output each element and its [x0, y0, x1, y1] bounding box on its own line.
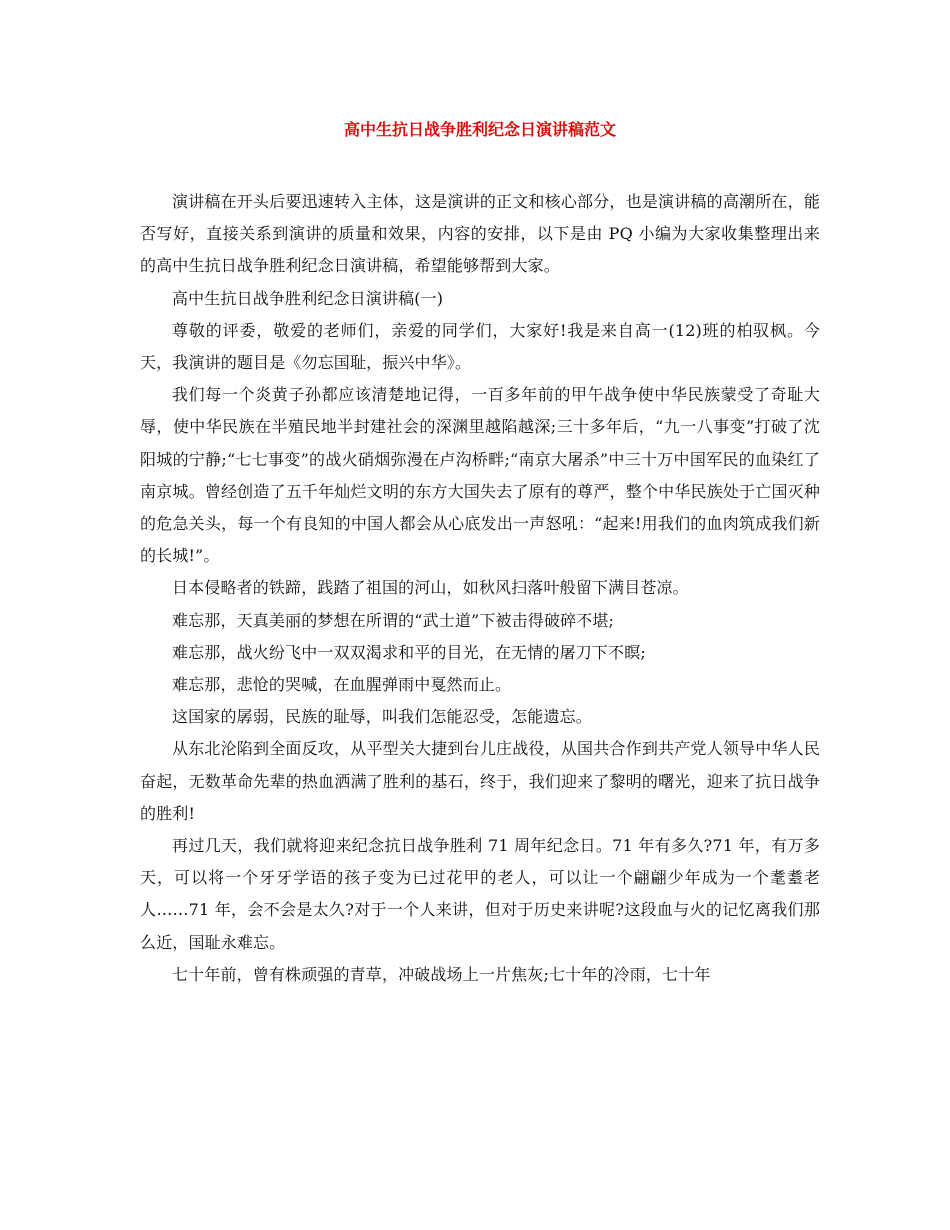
paragraph-victory: 从东北沦陷到全面反攻，从平型关大捷到台儿庄战役，从国共合作到共产党人领导中华人民奋起，无数革命先辈的热血洒满了胜利的基石，终于，我们迎来了黎明的曙光，迎来了抗日战争的胜利!: [140, 739, 820, 823]
paragraph-intro: 演讲稿在开头后要迅速转入主体，这是演讲的正文和核心部分，也是演讲稿的高潮所在，能否写好，直接关系到演讲的质量和效果，内容的安排，以下是由 PQ 小编为大家收集整理出来的高中生抗日战争胜利纪念日演讲稿，希望能够帮到大家。: [140, 192, 820, 276]
paragraph-humiliation: 这国家的孱弱，民族的耻辱，叫我们怎能忍受，怎能遗忘。: [172, 707, 592, 727]
paragraph-history: 我们每一个炎黄子孙都应该清楚地记得，一百多年前的甲午战争使中华民族蒙受了奇耻大辱，使中华民族在半殖民地半封建社会的深渊里越陷越深;三十多年后，“九一八事变”打破了沈阳城的宁静;“七七事变”的战火硝烟弥漫在卢沟桥畔;“南京大屠杀”中三十万中国军民的血染红了南京城。曾经创造了五千年灿烂文明的东方大国失去了原有的尊严，整个中华民族处于亡国灭种的危急关头，每一个有良知的中国人都会从心底发出一声怒吼：“起来!用我们的血肉筑成我们新的长城!”。: [140, 385, 820, 566]
paragraph-remember-2: 难忘那，战火纷飞中一双双渴求和平的目光，在无情的屠刀下不瞑;: [172, 642, 646, 662]
paragraph-greeting: 尊敬的评委，敬爱的老师们，亲爱的同学们，大家好!我是来自高一(12)班的柏驭枫。今天，我演讲的题目是《勿忘国耻，振兴中华》。: [140, 320, 820, 373]
paragraph-remember-3: 难忘那，悲怆的哭喊，在血腥弹雨中戛然而止。: [172, 675, 512, 695]
paragraph-invasion: 日本侵略者的铁蹄，践踏了祖国的河山，如秋风扫落叶般留下满目苍凉。: [172, 578, 689, 598]
paragraph-remember-1: 难忘那，天真美丽的梦想在所谓的“武士道”下被击得破碎不堪;: [172, 610, 615, 630]
document-title: 高中生抗日战争胜利纪念日演讲稿范文: [343, 120, 616, 139]
paragraph-speech-heading: 高中生抗日战争胜利纪念日演讲稿(一): [172, 288, 444, 308]
paragraph-seventy-years: 七十年前，曾有株顽强的青草，冲破战场上一片焦灰;七十年的冷雨，七十年: [172, 964, 711, 984]
paragraph-anniversary: 再过几天，我们就将迎来纪念抗日战争胜利 71 周年纪念日。71 年有多久?71 年，有万多天，可以将一个牙牙学语的孩子变为已过花甲的老人，可以让一个翩翩少年成为一个耄耋老人……71 年，会不会是太久?对于一个人来讲，但对于历史来讲呢?这段血与火的记忆离我们那么近，国耻永难忘。: [140, 836, 820, 952]
